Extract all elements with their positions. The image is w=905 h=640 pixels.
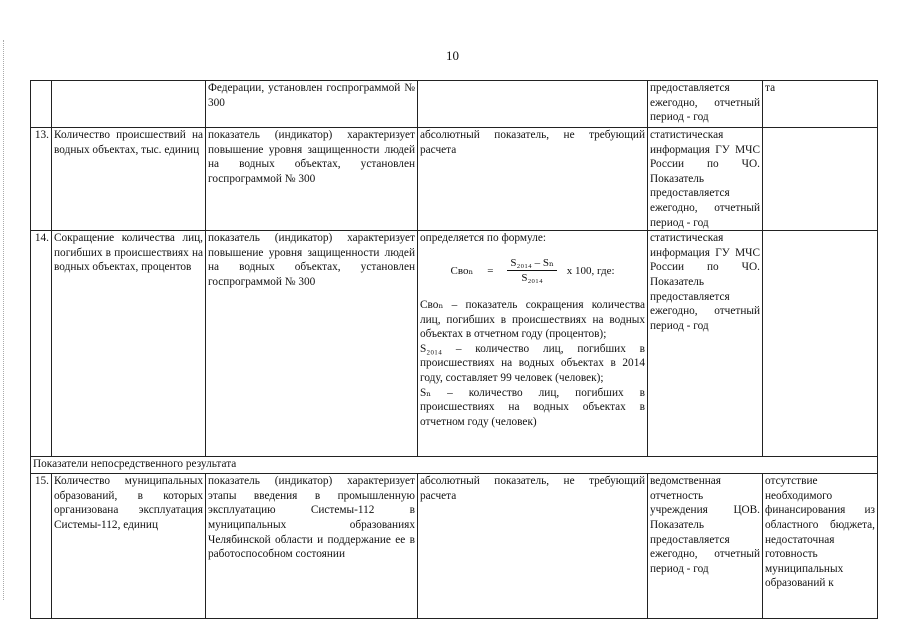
indicator-name: Количество муниципальных образований, в которых организована эксплуатация Системы-112, единиц xyxy=(52,474,206,619)
indicator-name: Сокращение количества лиц, погибших в происшествиях на водных объектах, процентов xyxy=(52,231,206,457)
formula xyxy=(420,256,645,286)
formula-definition: Sₙ – количество лиц, погибших в происшествиях на водных объектах в отчетном году (человек) xyxy=(420,386,645,428)
risk-factors xyxy=(763,231,878,457)
scan-margin-ticks xyxy=(3,40,5,600)
risk-factors xyxy=(763,128,878,231)
formula-lhs: Своₙ xyxy=(450,264,474,277)
table-row xyxy=(31,231,878,457)
section-row xyxy=(31,457,878,474)
section-heading: Показатели непосредственного результата xyxy=(31,457,878,474)
formula-numerator: S₂₀₁₄ – Sₙ xyxy=(507,256,556,272)
formula-rhs: х 100, где: xyxy=(566,264,615,277)
indicators-table xyxy=(30,80,878,619)
formula-intro: определяется по формуле: xyxy=(420,232,546,245)
formula-definition: Своₙ – показатель сокращения количества лиц, погибших в происшествиях на водных объектах в отчетном году (процентов); xyxy=(420,298,645,341)
data-source: статистическая информация ГУ МЧС России по ЧО. Показатель предоставляется ежегодно, отчетный период - год xyxy=(648,231,763,457)
indicator-name: Количество происшествий на водных объектах, тыс. единиц xyxy=(52,128,206,231)
calculation-method xyxy=(418,81,648,128)
indicator-description: показатель (индикатор) характеризует этапы введения в промышленную эксплуатацию Системы-112 в муниципальных образованиях Челябинской области и поддержание ее в работоспособном состоянии xyxy=(206,474,418,619)
indicator-name xyxy=(52,81,206,128)
formula-denominator: S₂₀₁₄ xyxy=(521,272,543,285)
data-source: ведомственная отчетность учреждения ЦОВ. Показатель предоставляется ежегодно, отчетный период - год xyxy=(648,474,763,619)
formula-equals: = xyxy=(487,264,494,277)
calculation-method: абсолютный показатель, не требующий расчета xyxy=(418,474,648,619)
indicator-description: показатель (индикатор) характеризует повышение уровня защищенности людей на водных объектах, установлен госпрограммой № 300 xyxy=(206,231,418,457)
risk-factors: та xyxy=(763,81,878,128)
calculation-method xyxy=(418,231,648,457)
indicator-description: Федерации, установлен госпрограммой № 300 xyxy=(206,81,418,128)
data-source: предоставляется ежегодно, отчетный период - год xyxy=(648,81,763,128)
risk-factors: отсутствие необходимого финансирования из областного бюджета, недостаточная готовность муниципальных образований к xyxy=(763,474,878,619)
page-number: 10 xyxy=(446,48,459,63)
formula-fraction xyxy=(507,256,556,286)
table-row xyxy=(31,81,878,128)
row-number: 15. xyxy=(31,474,52,619)
row-number: 13. xyxy=(31,128,52,231)
indicator-description: показатель (индикатор) характеризует повышение уровня защищенности людей на водных объектах, установлен госпрограммой № 300 xyxy=(206,128,418,231)
calculation-method: абсолютный показатель, не требующий расчета xyxy=(418,128,648,231)
formula-definition: S₂₀₁₄ – количество лиц, погибших в происшествиях на водных объектах в 2014 году, составляет 99 человек (человек); xyxy=(420,342,645,384)
row-number: 14. xyxy=(31,231,52,457)
row-number xyxy=(31,81,52,128)
data-source: статистическая информация ГУ МЧС России по ЧО. Показатель предоставляется ежегодно, отчетный период - год xyxy=(648,128,763,231)
table-row xyxy=(31,474,878,619)
table-row xyxy=(31,128,878,231)
